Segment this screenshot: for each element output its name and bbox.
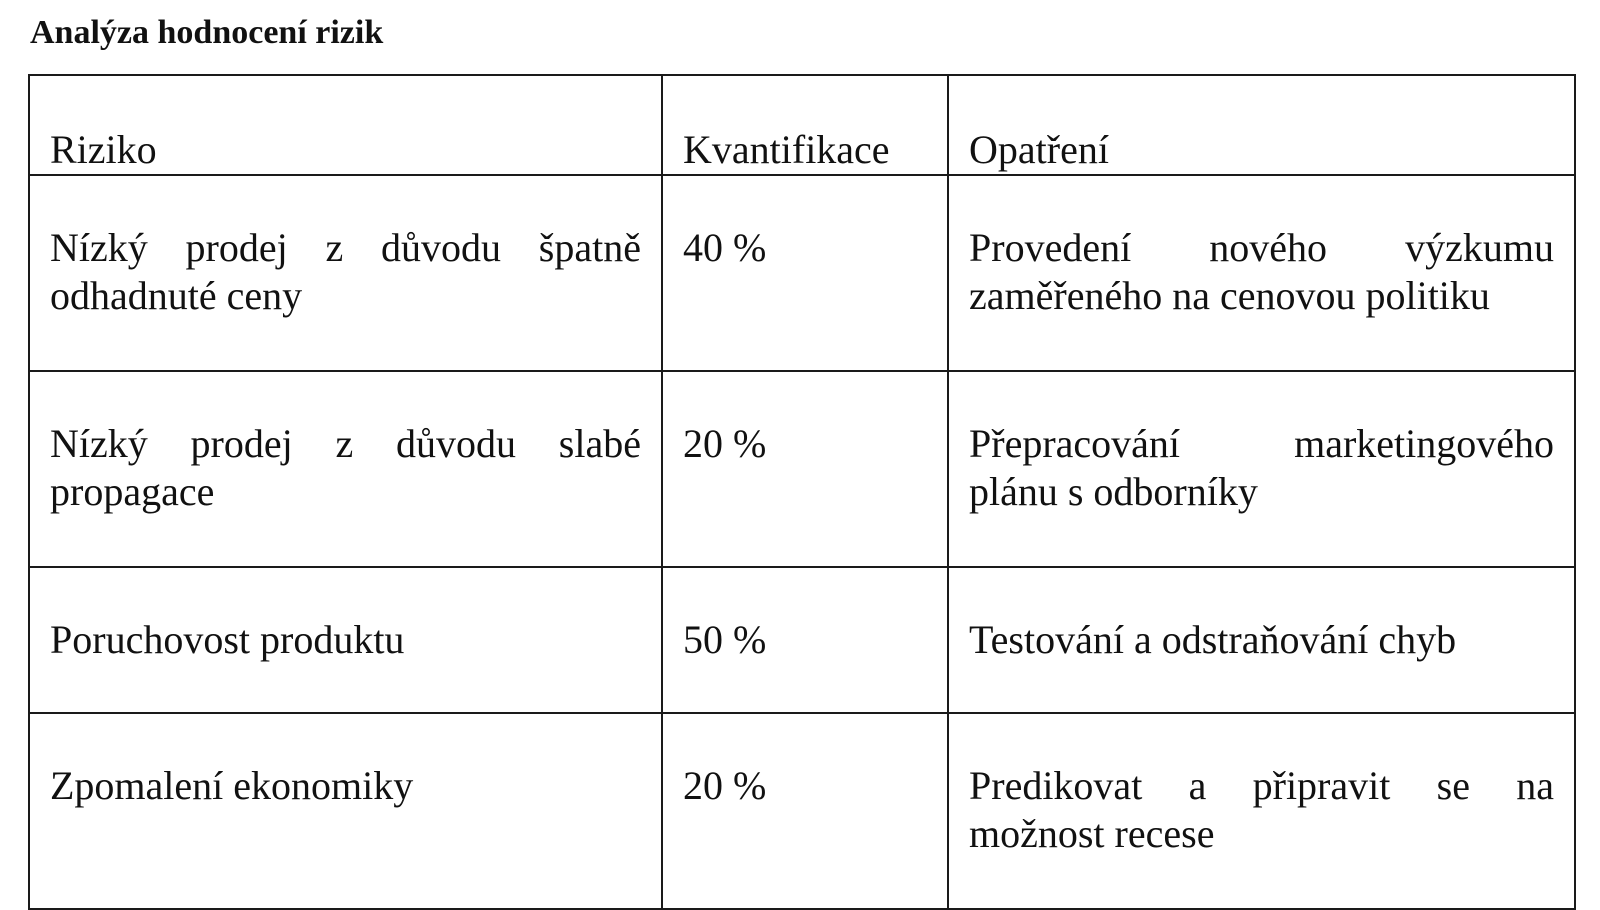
measure-cell <box>948 713 1575 909</box>
risk-cell <box>29 371 662 567</box>
table-header-row <box>29 75 1575 175</box>
risk-cell <box>29 713 662 909</box>
quantification-cell <box>662 175 948 371</box>
measure-cell <box>948 175 1575 371</box>
table-row <box>29 175 1575 371</box>
measure-text-line: Provedení nového výzkumu <box>969 225 1554 270</box>
risk-cell <box>29 567 662 713</box>
risk-text-line: Nízký prodej z důvodu slabé <box>50 421 641 466</box>
risk-text: Poruchovost produktu <box>50 617 405 662</box>
quantification-value: 40 % <box>683 225 767 270</box>
quantification-cell <box>662 371 948 567</box>
quantification-value: 20 % <box>683 421 767 466</box>
header-cell-quantification: Kvantifikace <box>662 75 948 175</box>
table-row <box>29 713 1575 909</box>
document-title: Analýza hodnocení rizik <box>30 14 384 51</box>
risk-table <box>28 74 1576 910</box>
table-row <box>29 371 1575 567</box>
risk-cell <box>29 175 662 371</box>
header-cell-measure: Opatření <box>948 75 1575 175</box>
risk-text-line: Nízký prodej z důvodu špatně <box>50 225 641 270</box>
measure-cell <box>948 371 1575 567</box>
risk-text-line: odhadnuté ceny <box>50 273 303 318</box>
measure-text-line: Přepracování marketingového <box>969 421 1554 466</box>
quantification-cell <box>662 713 948 909</box>
measure-text-line: zaměřeného na cenovou politiku <box>969 273 1490 318</box>
measure-text: Testování a odstraňování chyb <box>969 617 1457 662</box>
risk-text: Zpomalení ekonomiky <box>50 763 414 808</box>
measure-text-line: plánu s odborníky <box>969 469 1258 514</box>
quantification-cell <box>662 567 948 713</box>
quantification-value: 50 % <box>683 617 767 662</box>
measure-cell <box>948 567 1575 713</box>
measure-text-line: Predikovat a připravit se na <box>969 763 1554 808</box>
table-row <box>29 567 1575 713</box>
header-cell-risk: Riziko <box>29 75 662 175</box>
measure-text-line: možnost recese <box>969 811 1215 856</box>
quantification-value: 20 % <box>683 763 767 808</box>
risk-text-line: propagace <box>50 469 215 514</box>
